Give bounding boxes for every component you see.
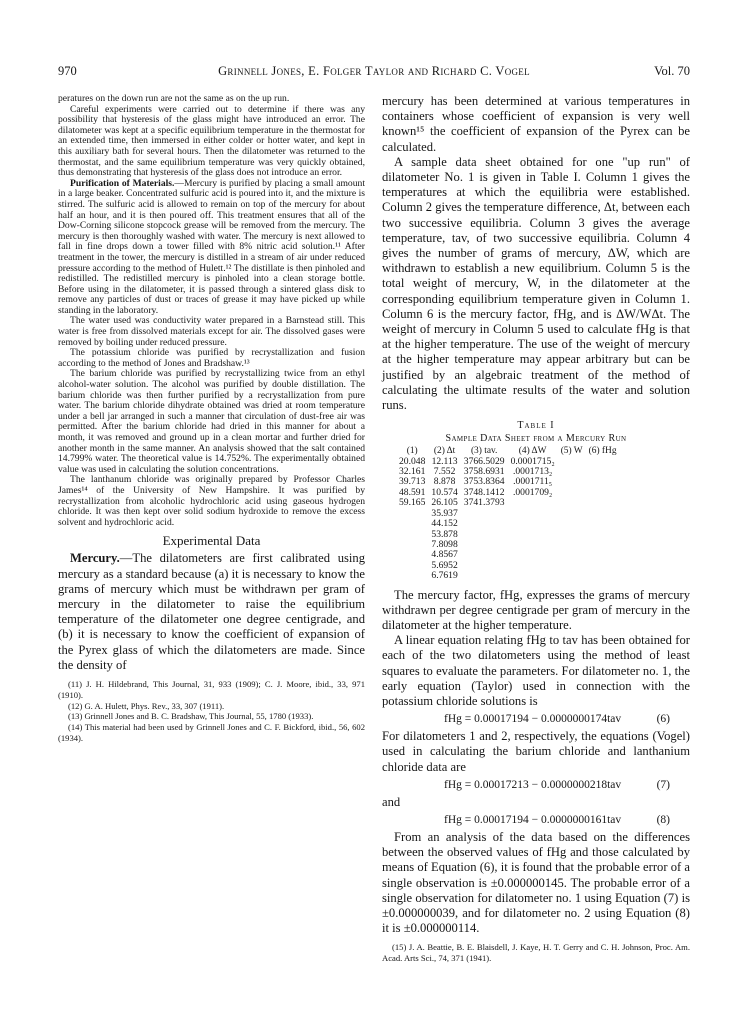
table-cell: 3741.3793: [463, 497, 505, 509]
table-cell: 32.161: [399, 466, 426, 478]
run-in-heading-mercury: Mercury.: [70, 551, 120, 566]
table-cell: 0.0001715₂: [510, 455, 555, 467]
equation-8-body: fHg = 0.00017194 − 0.0000000161tav: [444, 813, 622, 826]
paragraph-mercury: [58, 551, 365, 673]
table-cell: 39.713: [399, 476, 426, 488]
paragraph-potassium-chloride: The potassium chloride was purified by recrystallization and fusion according to the method of Jones and Bradshaw.¹³: [58, 347, 365, 369]
paragraph-continued-right: mercury has been determined at various temperatures in containers whose coefficient of expansion is very well known¹⁵ the coefficient of expansion of the Pyrex can be calculated.: [382, 94, 690, 154]
mercury-text: —The dilatometers are first calibrated using mercury as a standard because (a) it is necessary to know the grams of mercury which must be withdrawn per gram of mercury in the dilatometer to raise the equilibrium temperature of the dilatometer one degree centigrade, and (b) it is necessary to know the coefficient of expansion of the Pyrex glass of which the dilatometers are made. Since the density of: [58, 551, 365, 672]
column-temperature: [396, 457, 428, 582]
column-t-average: [428, 498, 460, 540]
column-mercury-factor: [508, 457, 558, 499]
left-column: [58, 94, 365, 744]
section-heading: Experimental Data: [162, 533, 261, 549]
table-cell: 3748.1412: [463, 486, 505, 498]
paragraph-vogel-equations: For dilatometers 1 and 2, respectively, the equations (Vogel) used in calculating the barium chloride and lanthanium chloride data are: [382, 729, 690, 774]
column-delta-w: [428, 540, 460, 582]
table-column-header: (3) tav.: [470, 446, 498, 457]
footnote: (12) G. A. Hulett, Phys. Rev., 33, 307 (1911).: [68, 700, 225, 711]
equation-8-number: (8): [656, 813, 670, 826]
table-cell: 44.152: [431, 518, 458, 530]
paragraph-water: The water used was conductivity water prepared in a Barnstead still. This water is free from dissolved materials except for air. The dissolved gases were removed by boiling under reduced pressure.: [58, 315, 365, 348]
table-cell: 7.8098: [431, 538, 458, 550]
page-number: 970: [58, 64, 77, 78]
table-cell: 3758.6931: [463, 466, 505, 478]
table-cell: 6.7619: [431, 570, 458, 582]
table-cell: 8.878: [433, 476, 456, 488]
paragraph-purification: [58, 179, 365, 317]
table-cell: 53.878: [431, 528, 458, 540]
conjunction-and: and: [382, 794, 401, 809]
right-column: [382, 94, 690, 964]
table-body-row: [396, 457, 620, 582]
table-cell: 20.048: [399, 455, 426, 467]
table-cell: 3766.5029: [463, 455, 505, 467]
table-column-header: (6) fHg: [588, 446, 617, 457]
equation-6: [382, 710, 690, 728]
table-column-header: (5) W: [560, 446, 583, 457]
table-column-header: (2) Δt: [433, 446, 456, 457]
paragraph-linear-equation: A linear equation relating fHg to tav has been obtained for each of the two dilatometers using the method of least squares to evaluate the parameters. For dilatometer no. 1, the early equation (Taylor) used in connection with the potassium chloride solutions is: [382, 633, 690, 708]
paragraph-probable-error: From an analysis of the data based on the differences between the observed values of fHg and those calculated by means of Equation (6), it is found that the probable error of a single observation is ±0.000000145. The probable error of a single observation for dilatometer no. 1 using Equation (7) is ±0.000000039, and for dilatometer no. 2 using Equation (8) it is ±0.000000114.: [382, 829, 690, 936]
table-cell: 4.8567: [431, 549, 458, 561]
footnote: (13) Grinnell Jones and B. C. Bradshaw, This Journal, 55, 1780 (1933).: [68, 711, 314, 722]
run-in-heading-purification: Purification of Materials.: [70, 177, 175, 189]
running-header: [58, 64, 690, 80]
table-title: Table I: [517, 420, 555, 432]
table-column-header: (4) ΔW: [518, 446, 547, 457]
equation-7-number: (7): [656, 778, 670, 791]
table-cell: 59.165: [399, 497, 426, 509]
equation-7: [382, 776, 690, 794]
table-cell: 12.113: [431, 455, 458, 467]
column-delta-t: [428, 457, 460, 499]
paragraph-hysteresis: Careful experiments were carried out to determine if there was any possibility that hysteresis of the glass might have introduced an error. The dilatometer was kept at a specific equilibrium temperature in the thermostat for an extended time, then immersed in either colder or hotter water, and kept in this auxiliary bath for several hours. Then the dilatometer was returned to the thermostat, and the same equilibrium temperature was very quickly obtained, thus demonstrating that hysteresis of the glass does not introduce an error.: [58, 103, 365, 179]
paragraph-lanthanum-chloride: The lanthanum chloride was originally prepared by Professor Charles James¹⁴ of the University of New Hampshire. It was purified by recrystallization from alcoholic hydrochloric acid using gaseous hydrogen chloride. It was then kept over solid sodium hydroxide to remove the excess solvent and hydrochloric acid.: [58, 474, 365, 528]
table-cell: 3753.8364: [463, 476, 505, 488]
data-table: [396, 446, 620, 581]
table-cell: 48.591: [399, 486, 426, 498]
paragraph-continued: peratures on the down run are not the same as on the up run.: [58, 93, 290, 104]
equation-6-number: (6): [656, 713, 670, 726]
table-cell: 35.937: [431, 507, 458, 519]
purification-text: —Mercury is purified by placing a small amount in a large beaker. Concentrated sulfuric acid is poured into it, and the mixture is stirred. The sulfuric acid is allowed to remain on top of the mercury for about half an hour, and it is then poured off. This treatment ensures that all of the Dow-Corning silicone stopcock grease will be removed from the mercury. The mercury is then thoroughly washed with water. The mercury is next allowed to fall in fine drops down a tower filled with 8% nitric acid solution.¹¹ After treatment in the tower, the mercury is distilled in a stream of air under reduced pressure according to the method of Hulett.¹² The distillate is then pinholed and redistilled. The redistilled mercury is pinholed into a clean storage bottle. Before using in the dilatometer, it is passed through a sintered glass disk to remove any particles of dust or traces of grease it may have picked up while standing in the laboratory.: [58, 177, 365, 316]
table-cell: 26.105: [431, 497, 458, 509]
table-column-header: (1): [406, 446, 418, 457]
footnote: (14) This material had been used by Grinnell Jones and C. F. Bickford, ibid., 56, 602 (1934).: [58, 722, 365, 743]
column-weight: [461, 457, 508, 582]
table-cell: 10.574: [431, 486, 458, 498]
paragraph-mercury-factor: The mercury factor, fHg, expresses the grams of mercury withdrawn per degree centigrade per gram of mercury in the dilatometer at the higher temperature.: [382, 587, 690, 632]
table-cell: .0001713₂: [512, 466, 553, 478]
table-cell: .0001711₅: [513, 476, 553, 488]
paragraph-table-description: A sample data sheet obtained for one "up run" of dilatometer No. 1 is given in Table I. Column 1 gives the temperatures at which the equilibria were established. Column 2 gives the temperature difference, Δt, between each two successive equilibria. Column 3 gives the average temperature, tav, of two successive equilibria. Column 4 gives the number of grams of mercury, ΔW, which are withdrawn to establish a new equilibrium. Column 5 is the total weight of mercury, W, in the dilatometer at the corresponding equilibrium temperature given in Column 1. Column 6 is the mercury factor, fHg, and is ΔW/WΔt. The weight of mercury in Column 5 used to calculate fHg is that at the higher temperature. The use of the weight of mercury at the higher temperature may appear arbitrary but can be justified by an algebraic treatment of the method of calculating the ultimate results of the water and solution runs.: [382, 154, 690, 413]
table-cell: .0001709₂: [512, 486, 553, 498]
table-cell: 7.552: [433, 466, 456, 478]
footnote: (11) J. H. Hildebrand, This Journal, 31, 933 (1909); C. J. Moore, ibid., 33, 971 (1910).: [58, 678, 365, 700]
table-caption: Sample Data Sheet from a Mercury Run: [445, 433, 627, 445]
footnote: (15) J. A. Beattie, B. E. Blaisdell, J. Kaye, H. T. Gerry and C. H. Johnson, Proc. Am. Acad. Arts Sci., 74, 371 (1941).: [382, 942, 690, 964]
paragraph-barium-chloride: The barium chloride was purified by recrystallizing twice from an ethyl alcohol-water solution. The alcohol was purified by double distillation. The barium chloride was then further purified by a recrystallization from pure water. The barium chloride dihydrate obtained was dried at room temperature under a bell jar arranged in such a manner that circulation of dust-free air was permitted. After the barium chloride had dried in this manner for about a month, it was removed and ground up in a clean mortar and further dried for another month in the same manner. An analysis showed that the salt contained 14.799% water. The theoretical value is 14.752%. The experimentally obtained value was used in calculating the solution concentrations.: [58, 368, 365, 475]
equation-7-body: fHg = 0.00017213 − 0.0000000218tav: [444, 778, 622, 791]
volume-number: Vol. 70: [654, 64, 690, 78]
running-title-authors: Grinnell Jones, E. Folger Taylor and Richard C. Vogel: [218, 64, 530, 78]
equation-6-body: fHg = 0.00017194 − 0.0000000174tav: [444, 713, 622, 726]
table-cell: 5.6952: [431, 559, 458, 571]
equation-8: [382, 811, 690, 829]
table-header-row: [396, 446, 620, 456]
